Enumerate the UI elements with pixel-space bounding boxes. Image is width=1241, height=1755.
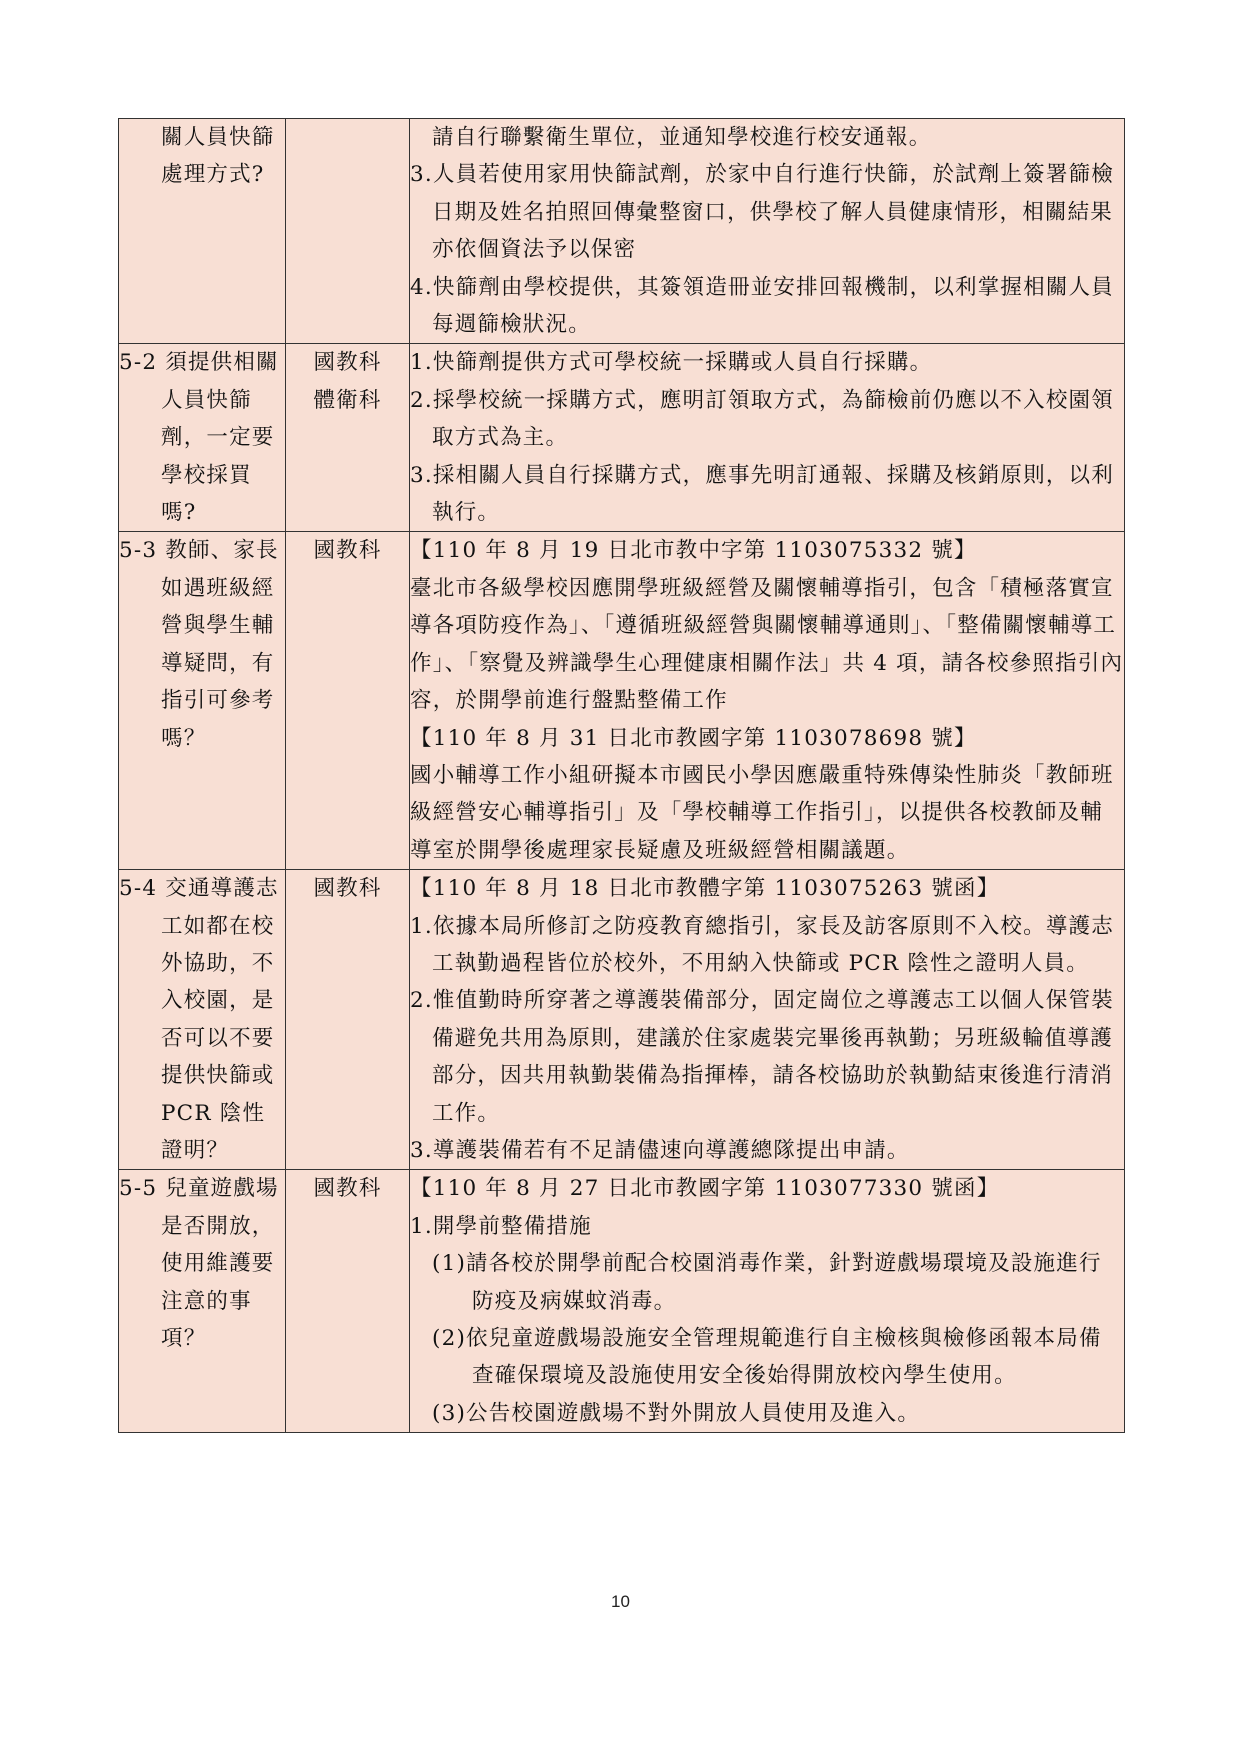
question-cell: [119, 1170, 286, 1433]
answer-line: 1.開學前整備措施: [410, 1213, 592, 1239]
answer-line: 1.依據本局所修訂之防疫教育總指引，家長及訪客原則不入校。導護志工執勤過程皆位於校外，不用納入快篩或 PCR 陰性之證明人員。: [410, 913, 1114, 976]
answer-line: 請自行聯繫衛生單位，並通知學校進行校安通報。: [432, 125, 932, 150]
answer-line: 4.快篩劑由學校提供，其簽領造冊並安排回報機制，以利掌握相關人員每週篩檢狀況。: [410, 274, 1114, 338]
faq-table: [118, 118, 1125, 1433]
department-label: 國教科: [313, 350, 382, 376]
question-text: 關人員快篩處理方式?: [161, 125, 275, 188]
table-row: [119, 870, 1125, 1170]
question-text: 5-3 教師、家長如遇班級經營與學生輔導疑問，有指引可參考嗎？: [119, 538, 279, 751]
question-cell: [119, 870, 286, 1170]
question-text: 5-5 兒童遊戲場是否開放，使用維護要注意的事項？: [119, 1176, 279, 1351]
question-cell: [119, 532, 286, 870]
page-number: 10: [611, 1592, 630, 1611]
answer-cell: [410, 119, 1125, 344]
answer-line: (2)依兒童遊戲場設施安全管理規範進行自主檢核與檢修函報本局備查確保環境及設施使用安全後始得開放校內學生使用。: [432, 1326, 1102, 1389]
answer-line: 【110 年 8 月 18 日北市教體字第 1103075263 號函】: [410, 876, 1000, 902]
department-cell: [286, 344, 410, 532]
department-cell: [286, 1170, 410, 1433]
answer-line: 【110 年 8 月 19 日北市教中字第 1103075332 號】: [410, 538, 977, 564]
answer-line: 2.惟值勤時所穿著之導護裝備部分，固定崗位之導護志工以個人保管裝備避免共用為原則，建議於住家處裝完畢後再執勤；另班級輪值導護部分，因共用執勤裝備為指揮棒，請各校協助於執勤結束後進行清消工作。: [410, 988, 1114, 1126]
answer-line: 國小輔導工作小組研擬本市國民小學因應嚴重特殊傳染性肺炎「教師班級經營安心輔導指引」及「學校輔導工作指引」，以提供各校教師及輔導室於開學後處理家長疑慮及班級經營相關議題。: [410, 762, 1114, 863]
answer-cell: [410, 532, 1125, 870]
answer-line: 2.採學校統一採購方式，應明訂領取方式，為篩檢前仍應以不入校園領取方式為主。: [410, 387, 1114, 451]
table-row: [119, 119, 1125, 344]
department-label: 國教科: [313, 538, 382, 564]
question-text: 5-4 交通導護志工如都在校外協助，不入校園，是否可以不要提供快篩或 PCR 陰性證明？: [119, 876, 279, 1163]
question-cell: [119, 119, 286, 344]
answer-line: 3.導護裝備若有不足請儘速向導護總隊提出申請。: [410, 1137, 910, 1163]
question-text: 5-2 須提供相關人員快篩劑，一定要學校採買嗎?: [119, 350, 279, 526]
table-row: [119, 1170, 1125, 1433]
answer-line: (3)公告校園遊戲場不對外開放人員使用及進入。: [432, 1400, 921, 1426]
question-cell: [119, 344, 286, 532]
department-label: 國教科: [313, 876, 382, 902]
department-label: 體衛科: [313, 387, 382, 413]
answer-line: 【110 年 8 月 27 日北市教國字第 1103077330 號函】: [410, 1176, 1000, 1202]
answer-cell: [410, 1170, 1125, 1433]
answer-line: 1.快篩劑提供方式可學校統一採購或人員自行採購。: [410, 350, 933, 376]
answer-cell: [410, 870, 1125, 1170]
answer-line: 臺北市各級學校因應開學班級經營及關懷輔導指引，包含「積極落實宣導各項防疫作為」、「遵循班級經營與關懷輔導通則」、「整備關懷輔導工作」、「察覺及辨識學生心理健康相關作法」共 4 項，請各校參照指引內容，於開學前進行盤點整備工作: [410, 575, 1124, 714]
department-cell: [286, 119, 410, 344]
department-cell: [286, 870, 410, 1170]
department-label: 國教科: [313, 1176, 382, 1202]
table-row: [119, 532, 1125, 870]
answer-line: 3.採相關人員自行採購方式，應事先明訂通報、採購及核銷原則，以利執行。: [410, 462, 1114, 526]
department-cell: [286, 532, 410, 870]
answer-cell: [410, 344, 1125, 532]
table-row: [119, 344, 1125, 532]
answer-line: 【110 年 8 月 31 日北市教國字第 1103078698 號】: [410, 725, 977, 751]
answer-line: 3.人員若使用家用快篩試劑，於家中自行進行快篩，於試劑上簽署篩檢日期及姓名拍照回傳彙整窗口，供學校了解人員健康情形，相關結果亦依個資法予以保密: [410, 162, 1114, 263]
answer-line: (1)請各校於開學前配合校園消毒作業，針對遊戲場環境及設施進行防疫及病媒蚊消毒。: [432, 1251, 1102, 1314]
faq-table-body: [119, 119, 1125, 1433]
